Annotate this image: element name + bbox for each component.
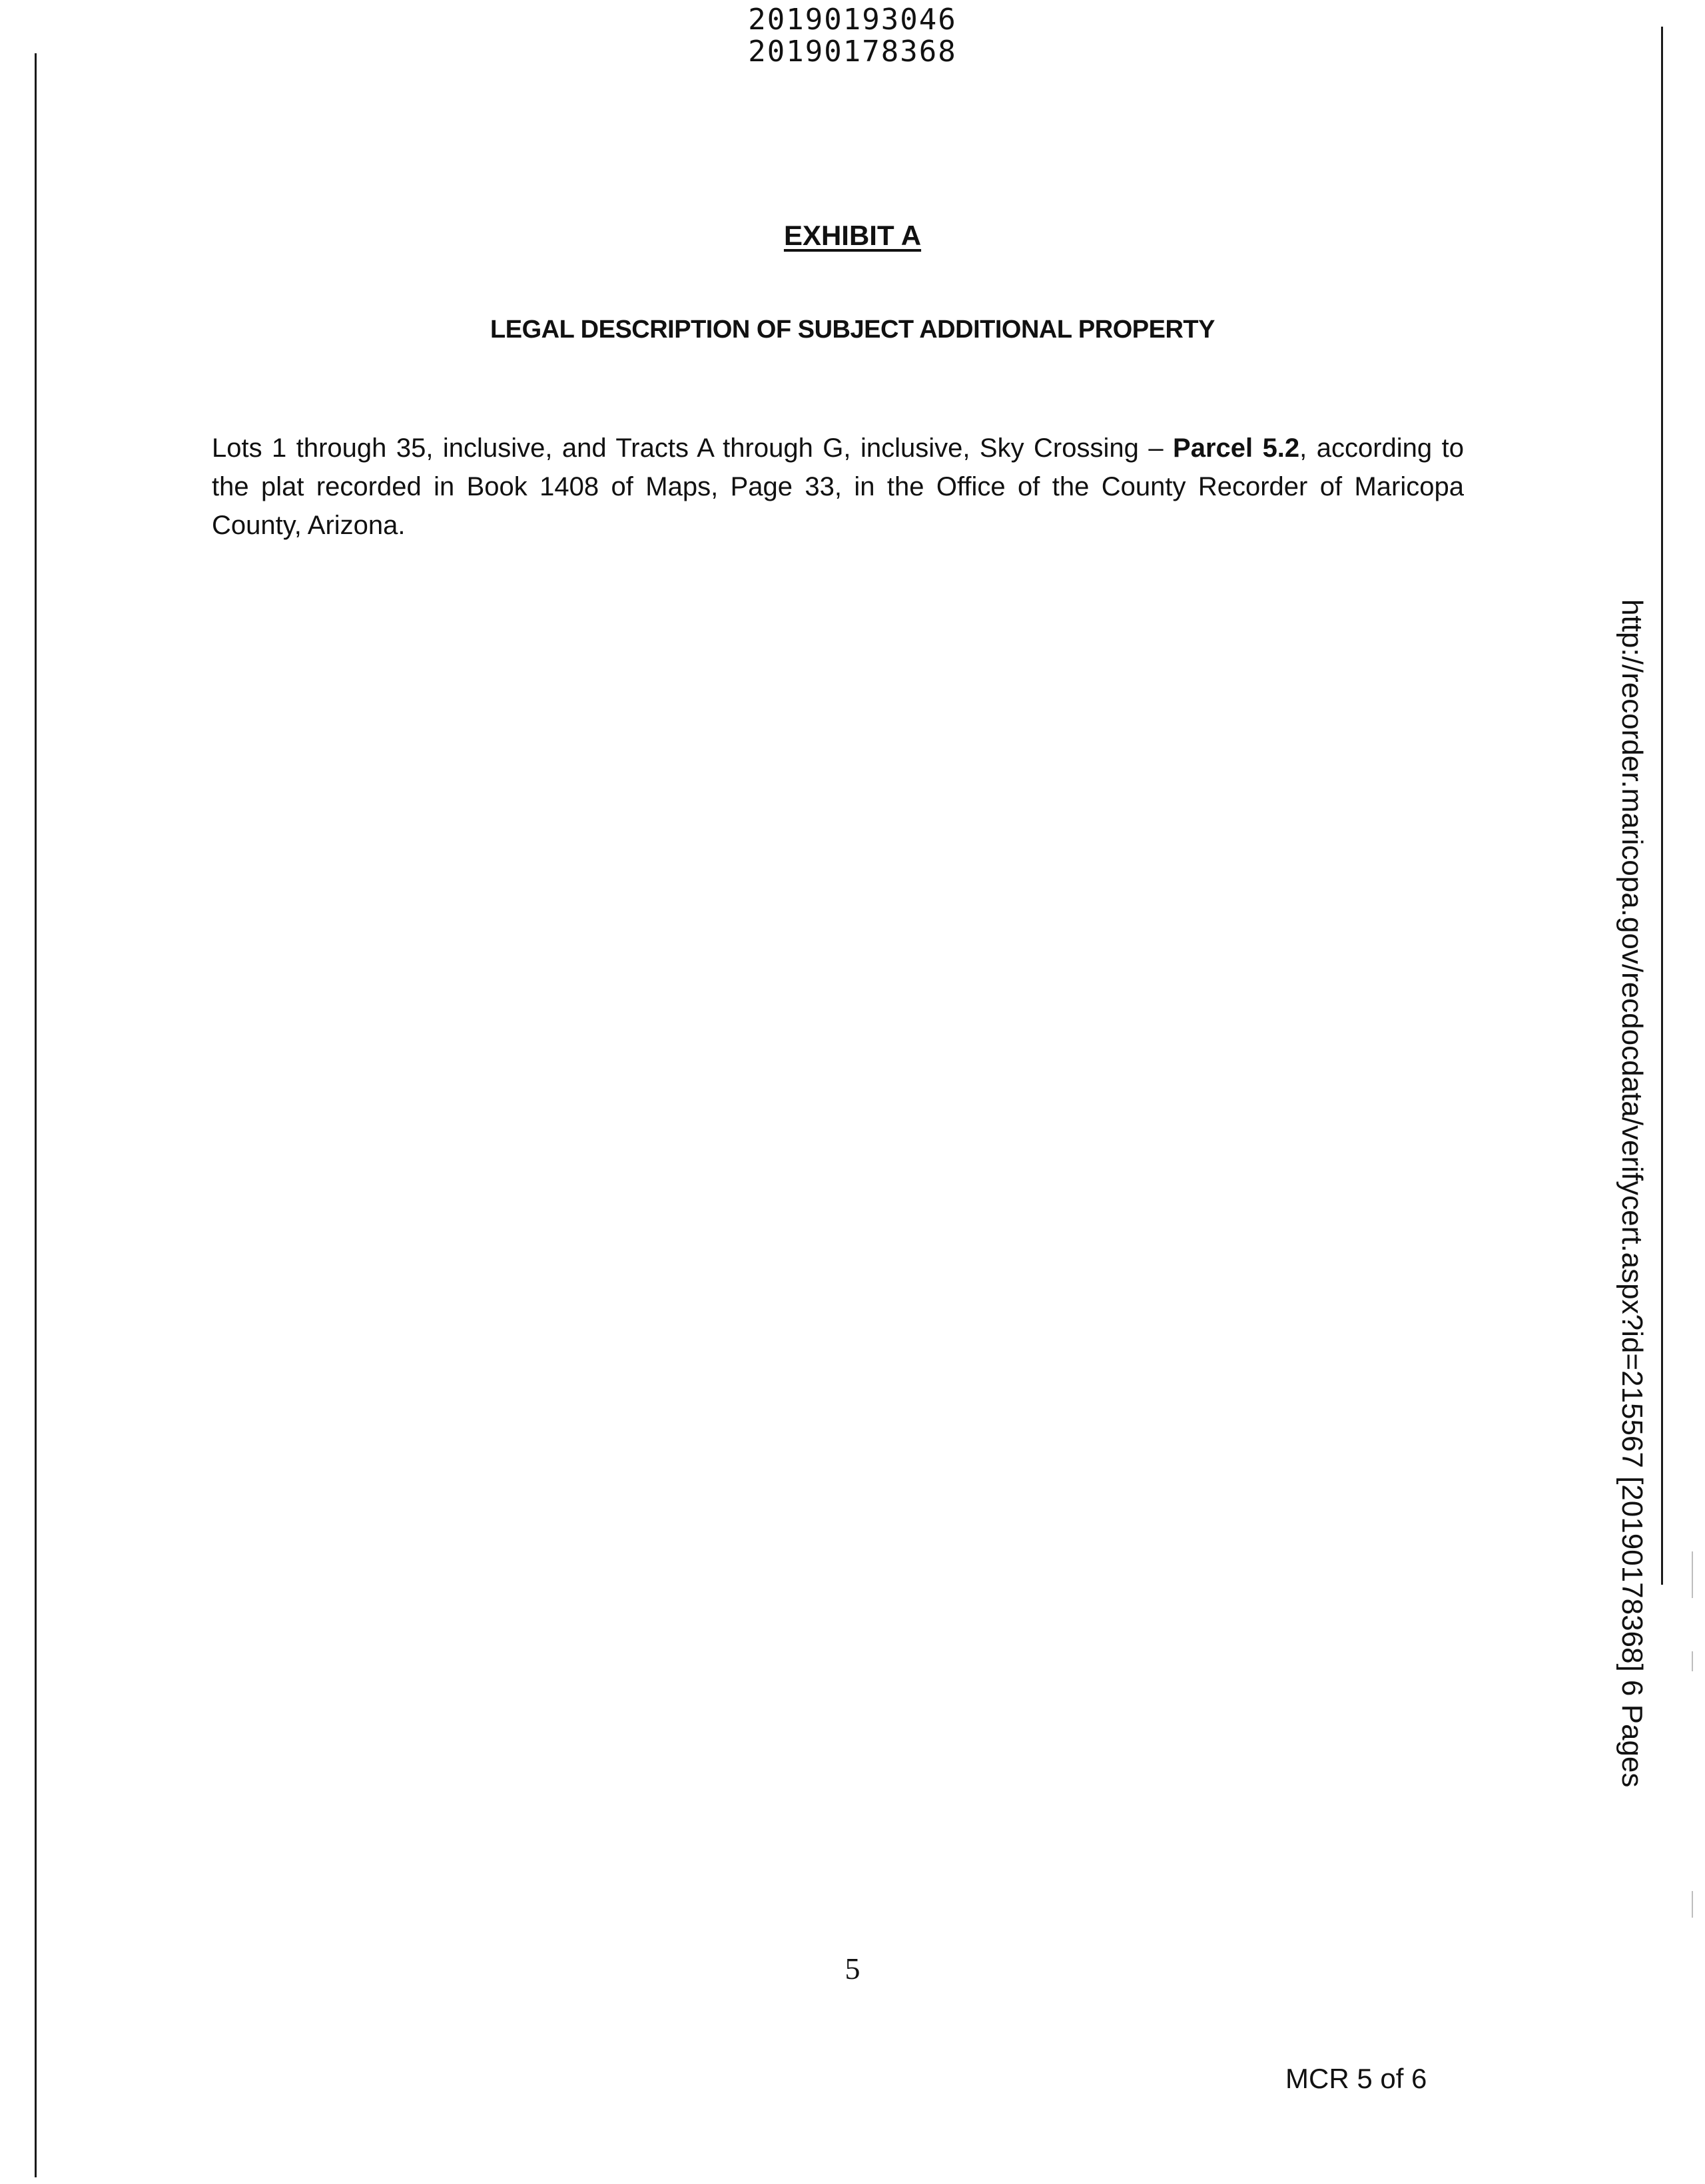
recording-number: 20190193046 [748,3,957,37]
scan-artifact [1692,1891,1693,1918]
legal-description-paragraph [212,429,1464,545]
scan-artifact [1692,1551,1693,1598]
recording-numbers [0,4,1705,68]
page-number: 5 [845,1952,860,1986]
exhibit-title: EXHIBIT A [783,220,922,251]
left-margin-rule [35,53,37,2177]
verification-certificate-link: http://recorder.maricopa.gov/recdocdata/verifycert.aspx?id=215567 [20190178368] 6 Pages [1616,599,1648,1788]
parcel-number: Parcel 5.2 [1173,433,1300,463]
scan-artifact [1692,1651,1693,1671]
legal-text-before: Lots 1 through 35, inclusive, and Tracts A through G, inclusive, Sky Crossing – [212,433,1174,463]
section-title: LEGAL DESCRIPTION OF SUBJECT ADDITIONAL PROPERTY [490,316,1215,344]
right-margin-rule [1661,27,1663,1585]
recording-number: 20190178368 [748,35,957,69]
mcr-page-label: MCR 5 of 6 [1285,2063,1427,2094]
legal-text-after: , according to the plat recorded in Book 1408 of Maps, Page 33, in the Office of the County Recorder of Maricopa County, Arizona. [212,433,1464,540]
